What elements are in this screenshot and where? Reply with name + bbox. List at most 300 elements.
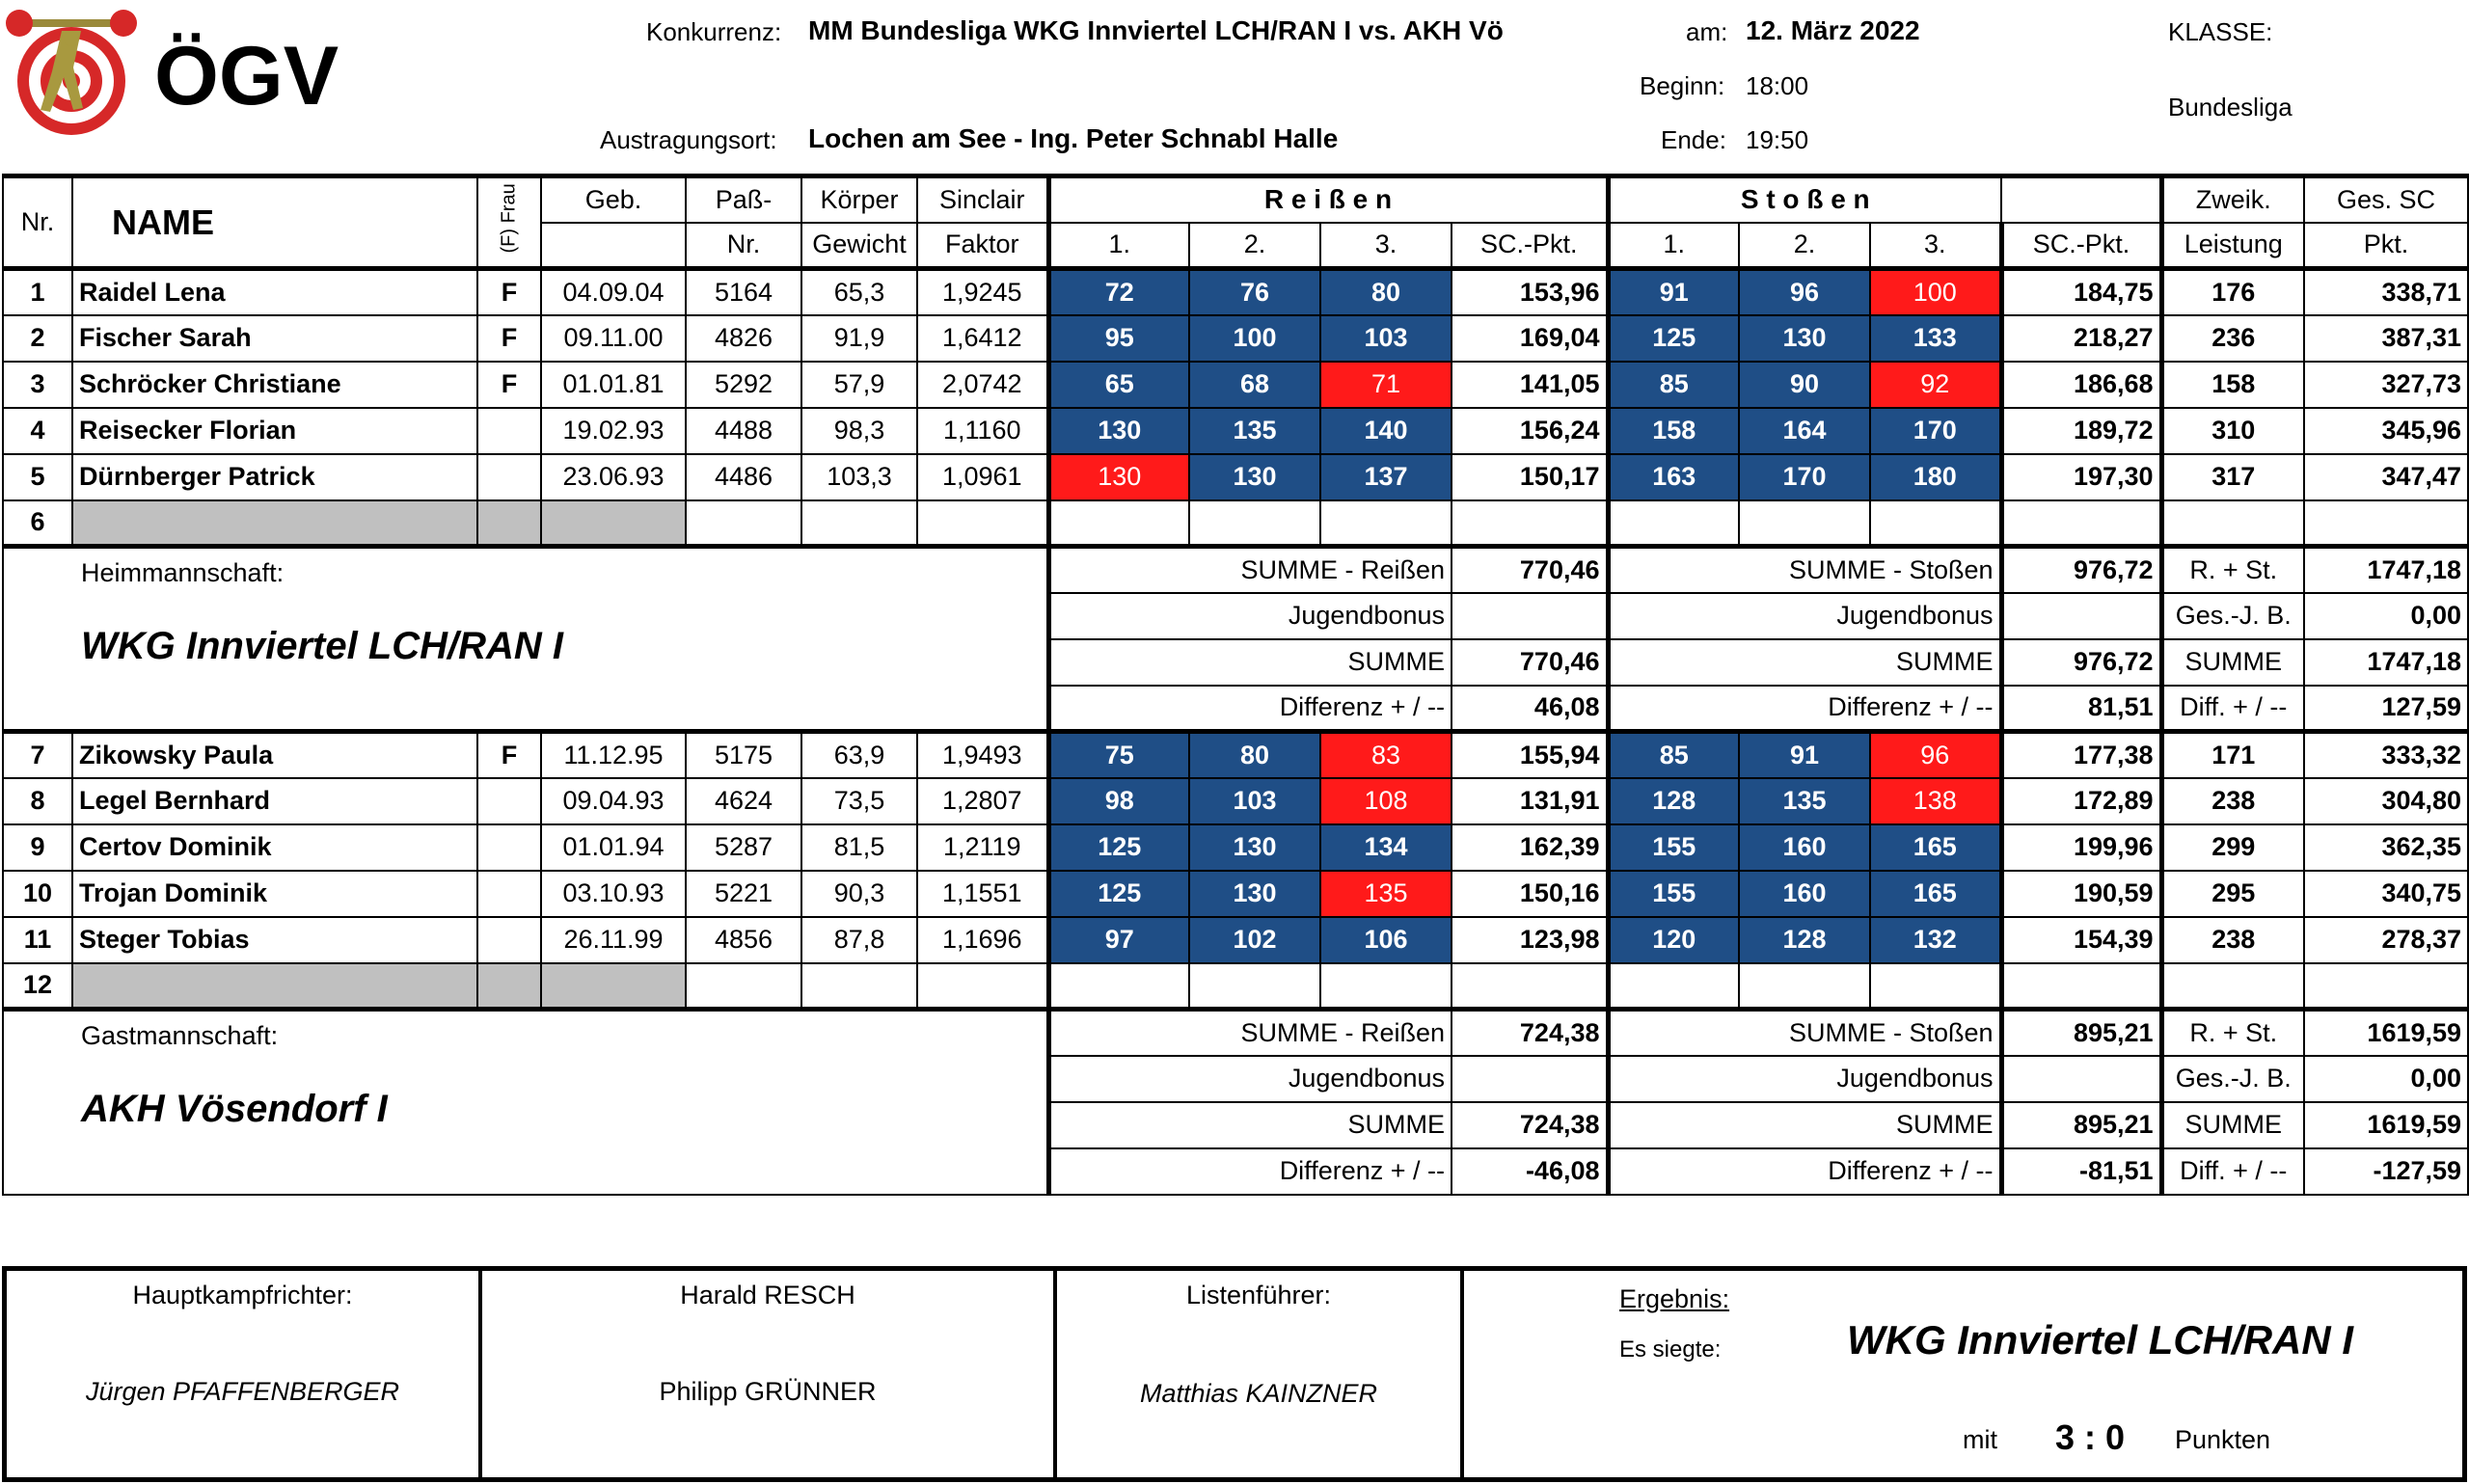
athlete-sinclair: 1,1160 — [917, 408, 1048, 454]
athlete-name: Reisecker Florian — [72, 408, 477, 454]
empty-cell — [917, 963, 1048, 1010]
col-s2: 2. — [1739, 223, 1870, 269]
empty-cell — [801, 963, 917, 1010]
athlete-frau — [477, 408, 541, 454]
snatch-sc-points: 150,17 — [1452, 454, 1608, 500]
snatch-summary-value — [1452, 593, 1608, 639]
empty-cell — [1320, 963, 1452, 1010]
empty-cell — [686, 963, 801, 1010]
col-stossen-gap — [2001, 176, 2161, 223]
cj-attempt-2: 160 — [1739, 871, 1870, 917]
athlete-nr: 11 — [3, 917, 72, 963]
athlete-pass: 4826 — [686, 315, 801, 362]
cj-summary-value: 895,21 — [2001, 1102, 2161, 1148]
athlete-row — [3, 732, 2468, 778]
athlete-geb: 09.04.93 — [541, 778, 686, 824]
total-lift: 176 — [2161, 269, 2304, 315]
cj-summary-label: SUMME - Stoßen — [1608, 547, 2001, 593]
empty-cell — [1048, 500, 1189, 547]
cj-attempt-2: 90 — [1739, 362, 1870, 408]
athlete-frau — [477, 824, 541, 871]
total-sc-points: 333,32 — [2304, 732, 2468, 778]
total-summary-label: Diff. + / -- — [2161, 1148, 2304, 1195]
austragungsort-label: Austragungsort: — [600, 125, 777, 154]
snatch-attempt-3: 108 — [1320, 778, 1452, 824]
col-s1: 1. — [1608, 223, 1739, 269]
athlete-nr: 10 — [3, 871, 72, 917]
total-sc-points: 327,73 — [2304, 362, 2468, 408]
athlete-row — [3, 824, 2468, 871]
cj-sc-points: 154,39 — [2001, 917, 2161, 963]
am-value: 12. März 2022 — [1746, 15, 1920, 45]
snatch-attempt-3: 135 — [1320, 871, 1452, 917]
total-sc-points: 345,96 — [2304, 408, 2468, 454]
cj-attempt-1: 155 — [1608, 824, 1739, 871]
empty-geb — [541, 500, 686, 547]
cj-attempt-1: 128 — [1608, 778, 1739, 824]
athlete-pass: 5175 — [686, 732, 801, 778]
team-block — [3, 1010, 1048, 1195]
cj-attempt-2: 130 — [1739, 315, 1870, 362]
athlete-frau — [477, 778, 541, 824]
cj-attempt-1: 85 — [1608, 732, 1739, 778]
athlete-frau — [477, 871, 541, 917]
athlete-nr: 1 — [3, 269, 72, 315]
col-sinclair-2: Faktor — [917, 223, 1048, 269]
empty-frau — [477, 963, 541, 1010]
empty-cell — [2161, 500, 2304, 547]
cj-attempt-3: 170 — [1870, 408, 2001, 454]
cj-sc-points: 177,38 — [2001, 732, 2161, 778]
snatch-attempt-1: 130 — [1048, 454, 1189, 500]
athlete-row — [3, 454, 2468, 500]
snatch-attempt-1: 72 — [1048, 269, 1189, 315]
col-r3: 3. — [1320, 223, 1452, 269]
listenfuehrer-name: Matthias KAINZNER — [1139, 1379, 1378, 1408]
snatch-sc-points: 123,98 — [1452, 917, 1608, 963]
total-sc-points: 347,47 — [2304, 454, 2468, 500]
cj-attempt-3: 138 — [1870, 778, 2001, 824]
cj-sc-points: 184,75 — [2001, 269, 2161, 315]
col-stossen: S t o ß e n — [1608, 176, 2001, 223]
total-lift: 171 — [2161, 732, 2304, 778]
ende-value: 19:50 — [1746, 125, 1809, 154]
col-pass-2: Nr. — [686, 223, 801, 269]
cj-attempt-2: 135 — [1739, 778, 1870, 824]
athlete-name: Steger Tobias — [72, 917, 477, 963]
empty-athlete-row — [3, 500, 2468, 547]
total-lift: 238 — [2161, 778, 2304, 824]
total-lift: 317 — [2161, 454, 2304, 500]
empty-cell — [2001, 500, 2161, 547]
cj-attempt-1: 120 — [1608, 917, 1739, 963]
team-name: WKG Innviertel LCH/RAN I — [81, 625, 564, 667]
winner-name: WKG Innviertel LCH/RAN I — [1847, 1317, 2354, 1363]
ende-label: Ende: — [1661, 125, 1726, 154]
cj-attempt-1: 85 — [1608, 362, 1739, 408]
snatch-attempt-1: 95 — [1048, 315, 1189, 362]
empty-cell — [2001, 963, 2161, 1010]
team-name: AKH Vösendorf I — [81, 1088, 388, 1130]
empty-cell — [1739, 500, 1870, 547]
summary-row — [3, 547, 2468, 593]
snatch-sc-points: 141,05 — [1452, 362, 1608, 408]
empty-cell — [1452, 963, 1608, 1010]
col-name: NAME — [72, 176, 477, 269]
athlete-pass: 4486 — [686, 454, 801, 500]
ogv-logo-icon — [4, 4, 139, 139]
athlete-row — [3, 315, 2468, 362]
beginn-value: 18:00 — [1746, 71, 1809, 100]
total-sc-points: 362,35 — [2304, 824, 2468, 871]
cj-attempt-1: 91 — [1608, 269, 1739, 315]
cj-attempt-3: 100 — [1870, 269, 2001, 315]
snatch-attempt-3: 80 — [1320, 269, 1452, 315]
team-label: Gastmannschaft: — [81, 1021, 279, 1050]
athlete-nr: 4 — [3, 408, 72, 454]
cj-attempt-1: 125 — [1608, 315, 1739, 362]
col-ges: Ges. SC — [2304, 176, 2468, 223]
header-row-1 — [3, 176, 2468, 223]
snatch-summary-value — [1452, 1056, 1608, 1102]
snatch-summary-value: 724,38 — [1452, 1010, 1608, 1056]
col-nr: Nr. — [3, 176, 72, 269]
empty-athlete-row — [3, 963, 2468, 1010]
athlete-frau: F — [477, 269, 541, 315]
cj-summary-value — [2001, 593, 2161, 639]
total-sc-points: 340,75 — [2304, 871, 2468, 917]
athlete-geb: 19.02.93 — [541, 408, 686, 454]
athlete-nr: 6 — [3, 500, 72, 547]
cj-summary-value: 976,72 — [2001, 639, 2161, 686]
guest-summary — [3, 1010, 2468, 1195]
austragungsort-value: Lochen am See - Ing. Peter Schnabl Halle — [808, 123, 1339, 153]
athlete-name: Trojan Dominik — [72, 871, 477, 917]
cj-summary-value: 81,51 — [2001, 686, 2161, 732]
total-summary-value: 127,59 — [2304, 686, 2468, 732]
total-summary-value: 1619,59 — [2304, 1102, 2468, 1148]
cj-summary-label: Differenz + / -- — [1608, 1148, 2001, 1195]
col-s3: 3. — [1870, 223, 2001, 269]
col-r1: 1. — [1048, 223, 1189, 269]
athlete-geb: 01.01.94 — [541, 824, 686, 871]
col-geb-2 — [541, 223, 686, 269]
total-summary-value: 1619,59 — [2304, 1010, 2468, 1056]
athlete-geb: 11.12.95 — [541, 732, 686, 778]
athlete-frau: F — [477, 362, 541, 408]
empty-frau — [477, 500, 541, 547]
total-sc-points: 387,31 — [2304, 315, 2468, 362]
cj-attempt-1: 158 — [1608, 408, 1739, 454]
athlete-weight: 63,9 — [801, 732, 917, 778]
total-sc-points: 338,71 — [2304, 269, 2468, 315]
total-summary-label: SUMME — [2161, 639, 2304, 686]
snatch-attempt-2: 102 — [1189, 917, 1320, 963]
athlete-pass: 5221 — [686, 871, 801, 917]
punkten-label: Punkten — [2175, 1425, 2271, 1454]
total-lift: 295 — [2161, 871, 2304, 917]
total-summary-label: SUMME — [2161, 1102, 2304, 1148]
total-lift: 158 — [2161, 362, 2304, 408]
total-summary-label: Diff. + / -- — [2161, 686, 2304, 732]
cj-attempt-1: 163 — [1608, 454, 1739, 500]
empty-cell — [1870, 500, 2001, 547]
athlete-row — [3, 917, 2468, 963]
home-summary — [3, 547, 2468, 732]
snatch-attempt-3: 137 — [1320, 454, 1452, 500]
athlete-pass: 5164 — [686, 269, 801, 315]
judge2-name: Harald RESCH — [680, 1281, 855, 1309]
athlete-weight: 91,9 — [801, 315, 917, 362]
snatch-summary-label: SUMME — [1048, 1102, 1452, 1148]
empty-cell — [686, 500, 801, 547]
empty-cell — [1320, 500, 1452, 547]
footer-cell-listenfuehrer — [1057, 1271, 1464, 1477]
athlete-pass: 4488 — [686, 408, 801, 454]
athlete-weight: 98,3 — [801, 408, 917, 454]
snatch-summary-label: Differenz + / -- — [1048, 686, 1452, 732]
snatch-attempt-1: 130 — [1048, 408, 1189, 454]
snatch-attempt-3: 103 — [1320, 315, 1452, 362]
athlete-weight: 90,3 — [801, 871, 917, 917]
athlete-geb: 04.09.04 — [541, 269, 686, 315]
athlete-nr: 5 — [3, 454, 72, 500]
cj-sc-points: 189,72 — [2001, 408, 2161, 454]
snatch-attempt-3: 140 — [1320, 408, 1452, 454]
athlete-nr: 9 — [3, 824, 72, 871]
total-sc-points: 304,80 — [2304, 778, 2468, 824]
snatch-summary-label: SUMME — [1048, 639, 1452, 686]
athlete-name: Dürnberger Patrick — [72, 454, 477, 500]
cj-attempt-3: 96 — [1870, 732, 2001, 778]
athlete-sinclair: 1,0961 — [917, 454, 1048, 500]
snatch-attempt-2: 76 — [1189, 269, 1320, 315]
snatch-summary-label: SUMME - Reißen — [1048, 547, 1452, 593]
empty-cell — [1870, 963, 2001, 1010]
cj-sc-points: 186,68 — [2001, 362, 2161, 408]
athlete-geb: 01.01.81 — [541, 362, 686, 408]
empty-name — [72, 500, 477, 547]
col-reissen: R e i ß e n — [1048, 176, 1608, 223]
athlete-pass: 4624 — [686, 778, 801, 824]
athlete-geb: 09.11.00 — [541, 315, 686, 362]
snatch-attempt-2: 135 — [1189, 408, 1320, 454]
athlete-frau: F — [477, 732, 541, 778]
col-koerper-2: Gewicht — [801, 223, 917, 269]
cj-summary-value: 895,21 — [2001, 1010, 2161, 1056]
cj-summary-label: Jugendbonus — [1608, 593, 2001, 639]
athlete-weight: 81,5 — [801, 824, 917, 871]
am-label: am: — [1686, 17, 1728, 46]
empty-geb — [541, 963, 686, 1010]
cj-attempt-3: 165 — [1870, 871, 2001, 917]
snatch-attempt-1: 65 — [1048, 362, 1189, 408]
snatch-summary-label: Differenz + / -- — [1048, 1148, 1452, 1195]
athlete-weight: 103,3 — [801, 454, 917, 500]
athlete-frau: F — [477, 315, 541, 362]
snatch-attempt-2: 100 — [1189, 315, 1320, 362]
judge3-name: Philipp GRÜNNER — [659, 1377, 877, 1406]
athlete-frau — [477, 454, 541, 500]
snatch-attempt-3: 134 — [1320, 824, 1452, 871]
col-frau: (F) Frau — [477, 176, 541, 269]
cj-summary-label: SUMME - Stoßen — [1608, 1010, 2001, 1056]
cj-summary-label: Differenz + / -- — [1608, 686, 2001, 732]
empty-cell — [1189, 963, 1320, 1010]
col-geb: Geb. — [541, 176, 686, 223]
athlete-frau — [477, 917, 541, 963]
cj-summary-value: -81,51 — [2001, 1148, 2161, 1195]
athlete-sinclair: 1,2807 — [917, 778, 1048, 824]
athlete-name: Raidel Lena — [72, 269, 477, 315]
snatch-attempt-2: 68 — [1189, 362, 1320, 408]
athlete-name: Zikowsky Paula — [72, 732, 477, 778]
klasse-label: KLASSE: — [2168, 17, 2273, 46]
empty-cell — [1452, 500, 1608, 547]
athlete-sinclair: 1,9493 — [917, 732, 1048, 778]
total-summary-label: R. + St. — [2161, 547, 2304, 593]
snatch-summary-value: 770,46 — [1452, 639, 1608, 686]
total-summary-value: -127,59 — [2304, 1148, 2468, 1195]
cj-sc-points: 197,30 — [2001, 454, 2161, 500]
logo-text: ÖGV — [154, 30, 339, 122]
empty-cell — [1048, 963, 1189, 1010]
athlete-nr: 12 — [3, 963, 72, 1010]
total-summary-value: 1747,18 — [2304, 639, 2468, 686]
athlete-nr: 3 — [3, 362, 72, 408]
snatch-summary-value: 46,08 — [1452, 686, 1608, 732]
mit-label: mit — [1963, 1425, 1997, 1454]
empty-cell — [2304, 963, 2468, 1010]
athlete-sinclair: 1,1696 — [917, 917, 1048, 963]
cj-summary-label: SUMME — [1608, 1102, 2001, 1148]
listenfuehrer-label: Listenführer: — [1185, 1281, 1332, 1309]
total-sc-points: 278,37 — [2304, 917, 2468, 963]
snatch-sc-points: 150,16 — [1452, 871, 1608, 917]
athlete-sinclair: 2,0742 — [917, 362, 1048, 408]
athlete-sinclair: 1,6412 — [917, 315, 1048, 362]
snatch-sc-points: 162,39 — [1452, 824, 1608, 871]
cj-summary-value: 976,72 — [2001, 547, 2161, 593]
snatch-attempt-2: 80 — [1189, 732, 1320, 778]
cj-summary-value — [2001, 1056, 2161, 1102]
athlete-name: Fischer Sarah — [72, 315, 477, 362]
empty-cell — [1608, 963, 1739, 1010]
athlete-nr: 2 — [3, 315, 72, 362]
konkurrenz-label: Konkurrenz: — [646, 17, 782, 46]
es-siegte-label: Es siegte: — [1619, 1336, 1722, 1363]
empty-cell — [1189, 500, 1320, 547]
guest-athletes — [3, 732, 2468, 1010]
athlete-pass: 5287 — [686, 824, 801, 871]
col-zweik-2: Leistung — [2161, 223, 2304, 269]
home-athletes — [3, 269, 2468, 547]
total-lift: 236 — [2161, 315, 2304, 362]
col-sinclair: Sinclair — [917, 176, 1048, 223]
cj-sc-points: 172,89 — [2001, 778, 2161, 824]
empty-cell — [2304, 500, 2468, 547]
snatch-sc-points: 156,24 — [1452, 408, 1608, 454]
snatch-attempt-3: 106 — [1320, 917, 1452, 963]
score: 3 : 0 — [2055, 1417, 2126, 1457]
snatch-attempt-2: 130 — [1189, 871, 1320, 917]
team-block — [3, 547, 1048, 732]
konkurrenz-value: MM Bundesliga WKG Innviertel LCH/RAN I vs. AKH Vö — [808, 15, 1504, 45]
snatch-summary-label: Jugendbonus — [1048, 1056, 1452, 1102]
total-lift: 310 — [2161, 408, 2304, 454]
snatch-sc-points: 155,94 — [1452, 732, 1608, 778]
summary-row — [3, 1010, 2468, 1056]
snatch-attempt-3: 83 — [1320, 732, 1452, 778]
empty-cell — [1739, 963, 1870, 1010]
cj-attempt-3: 133 — [1870, 315, 2001, 362]
cj-attempt-3: 180 — [1870, 454, 2001, 500]
athlete-pass: 4856 — [686, 917, 801, 963]
athlete-nr: 7 — [3, 732, 72, 778]
athlete-name: Legel Bernhard — [72, 778, 477, 824]
total-lift: 299 — [2161, 824, 2304, 871]
snatch-attempt-1: 125 — [1048, 871, 1189, 917]
col-koerper: Körper — [801, 176, 917, 223]
klasse-value: Bundesliga — [2168, 93, 2293, 121]
snatch-attempt-2: 130 — [1189, 454, 1320, 500]
hauptkampfrichter-name: Jürgen PFAFFENBERGER — [85, 1377, 400, 1406]
cj-attempt-3: 92 — [1870, 362, 2001, 408]
total-summary-value: 1747,18 — [2304, 547, 2468, 593]
col-ssc: SC.-Pkt. — [2001, 223, 2161, 269]
snatch-attempt-2: 130 — [1189, 824, 1320, 871]
athlete-sinclair: 1,2119 — [917, 824, 1048, 871]
results-table — [2, 174, 2469, 1196]
cj-attempt-3: 165 — [1870, 824, 2001, 871]
cj-attempt-2: 170 — [1739, 454, 1870, 500]
empty-name — [72, 963, 477, 1010]
empty-cell — [2161, 963, 2304, 1010]
cj-attempt-2: 164 — [1739, 408, 1870, 454]
athlete-nr: 8 — [3, 778, 72, 824]
athlete-row — [3, 362, 2468, 408]
team-label: Heimmannschaft: — [81, 558, 285, 587]
cj-attempt-3: 132 — [1870, 917, 2001, 963]
hauptkampfrichter-label: Hauptkampfrichter: — [132, 1281, 353, 1309]
cj-sc-points: 218,27 — [2001, 315, 2161, 362]
cj-attempt-2: 96 — [1739, 269, 1870, 315]
athlete-name: Certov Dominik — [72, 824, 477, 871]
athlete-row — [3, 269, 2468, 315]
col-r2: 2. — [1189, 223, 1320, 269]
athlete-sinclair: 1,9245 — [917, 269, 1048, 315]
total-summary-label: R. + St. — [2161, 1010, 2304, 1056]
athlete-weight: 73,5 — [801, 778, 917, 824]
cj-attempt-2: 128 — [1739, 917, 1870, 963]
col-zweik: Zweik. — [2161, 176, 2304, 223]
footer-cell-judges — [482, 1271, 1057, 1477]
snatch-attempt-2: 103 — [1189, 778, 1320, 824]
snatch-attempt-1: 125 — [1048, 824, 1189, 871]
snatch-attempt-1: 75 — [1048, 732, 1189, 778]
athlete-weight: 57,9 — [801, 362, 917, 408]
cj-attempt-2: 160 — [1739, 824, 1870, 871]
snatch-summary-label: Jugendbonus — [1048, 593, 1452, 639]
cj-sc-points: 199,96 — [2001, 824, 2161, 871]
snatch-summary-value: 770,46 — [1452, 547, 1608, 593]
col-rsc: SC.-Pkt. — [1452, 223, 1608, 269]
cj-attempt-1: 155 — [1608, 871, 1739, 917]
athlete-weight: 65,3 — [801, 269, 917, 315]
beginn-label: Beginn: — [1640, 71, 1725, 100]
cj-attempt-2: 91 — [1739, 732, 1870, 778]
col-ges-2: Pkt. — [2304, 223, 2468, 269]
